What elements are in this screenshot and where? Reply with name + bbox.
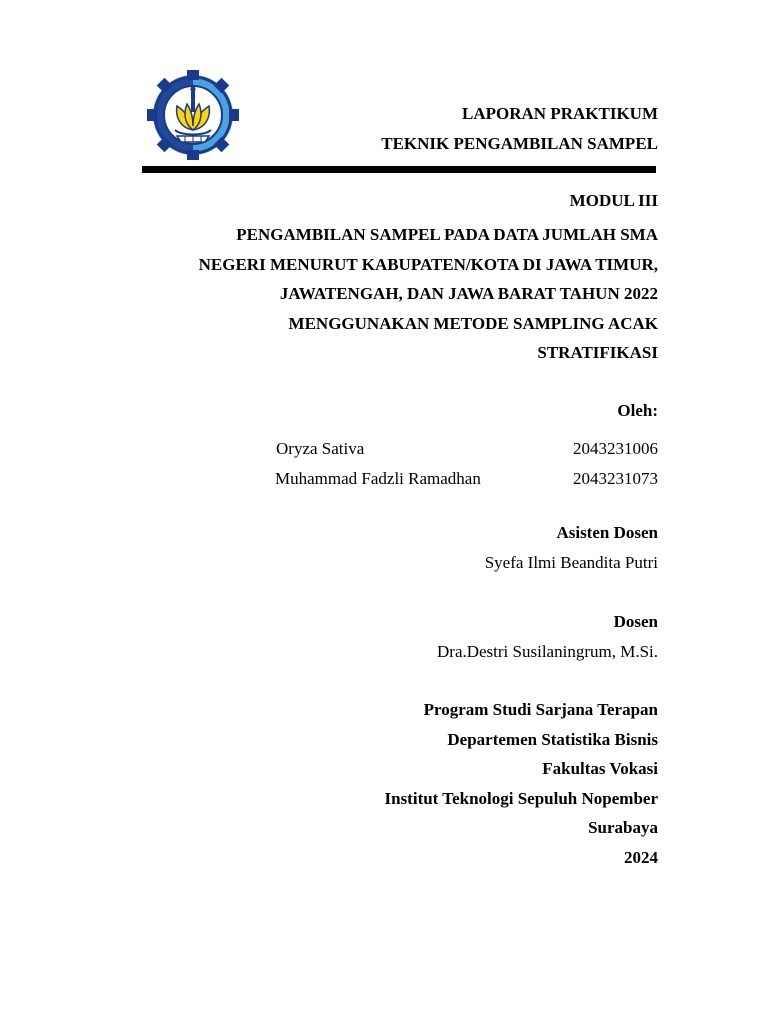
assistant-section [485, 518, 658, 577]
author-nrp: 2043231073 [573, 469, 658, 488]
author-nrp: 2043231006 [573, 439, 658, 458]
report-type: LAPORAN PRAKTIKUM [462, 104, 658, 123]
title-line: STRATIFIKASI [537, 343, 658, 363]
module-label: MODUL III [569, 191, 658, 210]
report-title [138, 220, 658, 368]
title-line: NEGERI MENURUT KABUPATEN/KOTA DI JAWA TIMUR, [198, 254, 658, 274]
title-line: MENGGUNAKAN METODE SAMPLING ACAK [288, 313, 658, 333]
lecturer-name: Dra.Destri Susilaningrum, M.Si. [437, 641, 658, 661]
lecturer-section [437, 607, 658, 666]
assistant-label: Asisten Dosen [556, 523, 658, 542]
institution-block [385, 695, 659, 873]
by-label: Oleh: [617, 401, 658, 420]
department: Departemen Statistika Bisnis [447, 729, 658, 749]
title-line: JAWATENGAH, DAN JAWA BARAT TAHUN 2022 [279, 284, 658, 304]
author-name: Muhammad Fadzli Ramadhan [275, 469, 481, 488]
study-program: Program Studi Sarjana Terapan [423, 700, 658, 719]
institute: Institut Teknologi Sepuluh Nopember [384, 788, 658, 808]
gear-icon [147, 70, 239, 160]
institution-logo [145, 70, 241, 160]
year: 2024 [624, 847, 658, 867]
author-name: Oryza Sativa [276, 439, 365, 458]
course-name: TEKNIK PENGAMBILAN SAMPEL [381, 134, 658, 153]
lecturer-label: Dosen [613, 612, 658, 631]
faculty: Fakultas Vokasi [542, 759, 658, 779]
city: Surabaya [588, 818, 658, 838]
title-line: PENGAMBILAN SAMPEL PADA DATA JUMLAH SMA [236, 225, 658, 244]
header-divider [142, 166, 656, 173]
assistant-name: Syefa Ilmi Beandita Putri [484, 552, 658, 572]
